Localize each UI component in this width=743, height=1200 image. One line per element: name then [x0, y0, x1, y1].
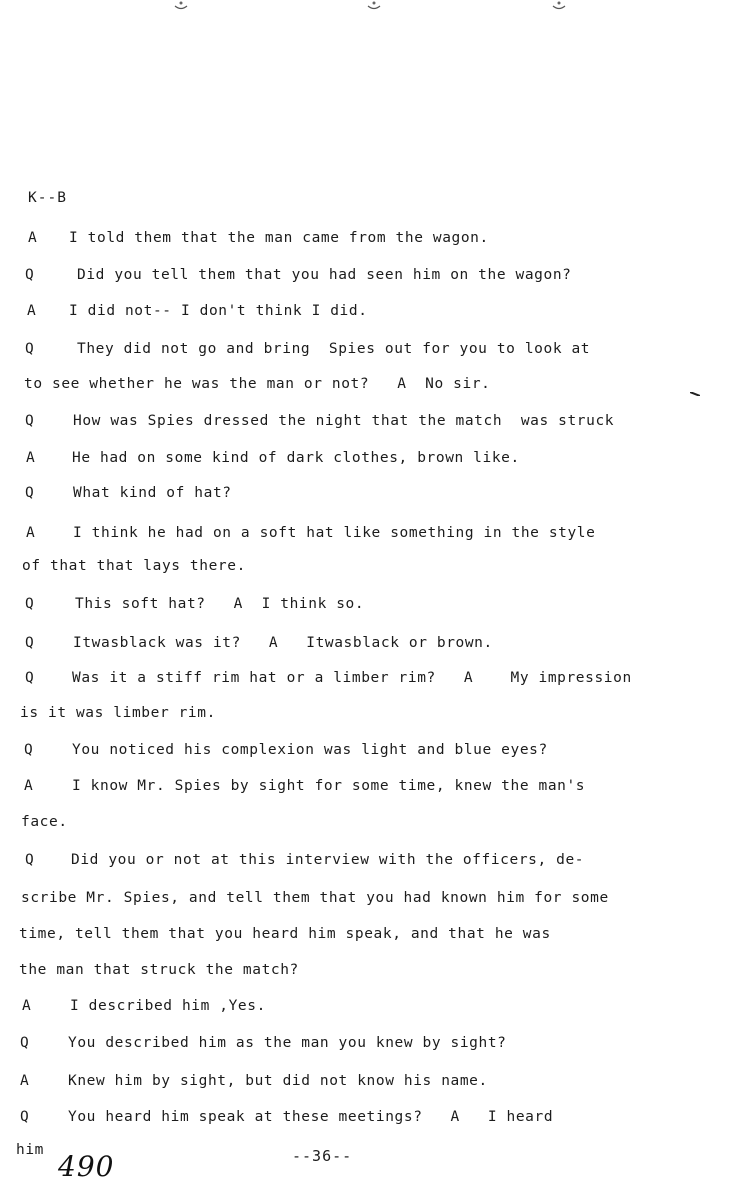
transcript-text: I did not-- I don't think I did. [69, 303, 368, 319]
question-label: Q [25, 341, 35, 357]
margin-tick-icon [690, 392, 700, 396]
question-label: Q [25, 485, 35, 501]
transcript-text: Did you tell them that you had seen him on the wagon? [77, 267, 572, 283]
question-label: Q [25, 670, 35, 686]
handwritten-folio-number: 490 [58, 1150, 115, 1183]
transcript-text: to see whether he was the man or not? A No sir. [24, 376, 491, 392]
answer-label: A [26, 450, 36, 466]
transcript-text: You heard him speak at these meetings? A I heard [68, 1109, 554, 1125]
transcript-text: You noticed his complexion was light and blue eyes? [72, 742, 548, 758]
question-label: Q [24, 742, 34, 758]
transcript-text: How was Spies dressed the night that the match was struck [73, 413, 615, 429]
transcript-text: I told them that the man came from the wagon. [69, 230, 489, 246]
transcript-text: Was it a stiff rim hat or a limber rim? A My impression [72, 670, 632, 686]
transcript-text: I think he had on a soft hat like something in the style [73, 525, 596, 541]
punch-hole-mark-icon [367, 0, 381, 10]
transcript-text: the man that struck the match? [19, 962, 299, 978]
transcript-text: him [16, 1142, 44, 1158]
transcript-text: Itwasblack was it? A Itwasblack or brown. [73, 635, 493, 651]
answer-label: A [20, 1073, 30, 1089]
transcript-text: He had on some kind of dark clothes, brown like. [72, 450, 520, 466]
punch-hole-mark-icon [552, 0, 566, 10]
question-label: Q [25, 635, 35, 651]
transcript-text: Knew him by sight, but did not know his name. [68, 1073, 488, 1089]
answer-label: A [24, 778, 34, 794]
transcript-text: face. [21, 814, 68, 830]
transcript-text: What kind of hat? [73, 485, 232, 501]
answer-label: A [28, 230, 38, 246]
punch-hole-mark-icon [174, 0, 188, 10]
answer-label: A [22, 998, 32, 1014]
transcript-text: scribe Mr. Spies, and tell them that you had known him for some [21, 890, 609, 906]
transcript-text: I know Mr. Spies by sight for some time, knew the man's [72, 778, 586, 794]
section-header: K--B [28, 190, 67, 206]
question-label: Q [25, 413, 35, 429]
question-label: Q [25, 852, 35, 868]
transcript-text: I described him ,Yes. [70, 998, 266, 1014]
transcript-text: You described him as the man you knew by sight? [68, 1035, 507, 1051]
transcript-text: of that that lays there. [22, 558, 246, 574]
answer-label: A [27, 303, 37, 319]
question-label: Q [25, 596, 35, 612]
transcript-text: They did not go and bring Spies out for you to look at [77, 341, 591, 357]
question-label: Q [25, 267, 35, 283]
question-label: Q [20, 1109, 30, 1125]
transcript-text: time, tell them that you heard him speak, and that he was [19, 926, 551, 942]
page-number: --36-- [292, 1147, 353, 1165]
transcript-text: is it was limber rim. [20, 705, 216, 721]
answer-label: A [26, 525, 36, 541]
transcript-text: Did you or not at this interview with the officers, de- [71, 852, 585, 868]
question-label: Q [20, 1035, 30, 1051]
transcript-text: This soft hat? A I think so. [75, 596, 365, 612]
